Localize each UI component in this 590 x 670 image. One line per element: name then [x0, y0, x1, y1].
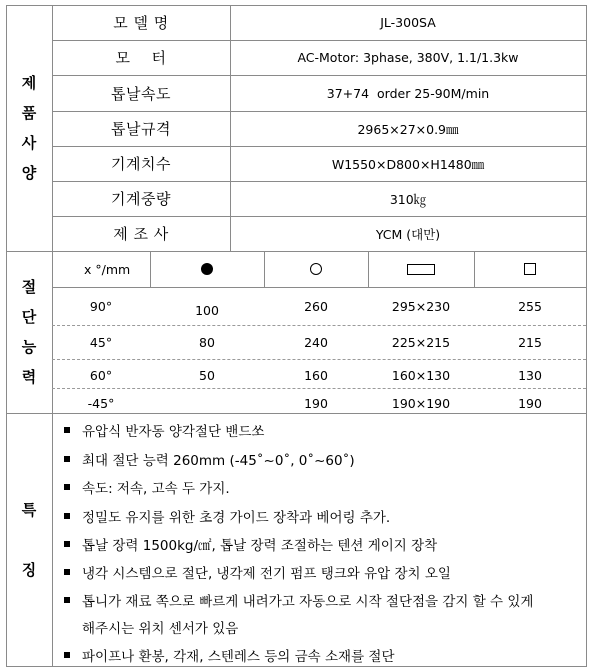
capacity-round-pipe: 190 [304, 395, 328, 411]
capacity-round-pipe: 160 [304, 367, 328, 383]
spec-label-model: 모 델 명 [113, 14, 169, 32]
spec-label-char: 양 [21, 164, 37, 182]
bullet-icon [64, 569, 70, 575]
rectangle-bar-icon [368, 251, 474, 287]
bullet-icon [64, 456, 70, 462]
capacity-square: 190 [518, 395, 542, 411]
round-solid-icon [150, 251, 264, 287]
capacity-round-pipe: 260 [304, 298, 328, 314]
spec-label-blade-speed: 톱날속도 [111, 84, 171, 103]
capacity-label-char: 절 [21, 278, 37, 296]
capacity-header-angle: x °/mm [84, 261, 131, 277]
features-label-char: 징 [21, 560, 37, 579]
capacity-angle: 60° [89, 367, 113, 383]
capacity-rectangle: 160×130 [391, 367, 451, 383]
feature-item [64, 534, 580, 554]
feature-text: 최대 절단 능력 260mm (-45˚~0˚, 0˚~60˚) [82, 453, 355, 469]
features-section-label [6, 413, 52, 666]
bullet-icon [64, 484, 70, 490]
capacity-round-solid: 100 [195, 302, 219, 318]
feature-text: 정밀도 유지를 위한 초경 가이드 장착과 베어링 추가. [82, 510, 391, 526]
round-pipe-icon [264, 251, 368, 287]
square-bar-icon [474, 251, 586, 287]
feature-text: 냉각 시스템으로 절단, 냉각제 전기 펌프 탱크와 유압 장치 오일 [82, 566, 451, 582]
spec-label-char: 제 [21, 74, 37, 92]
feature-text: 유압식 반자동 양각절단 밴드쏘 [82, 424, 265, 440]
feature-item [64, 449, 580, 469]
feature-item [64, 562, 580, 582]
spec-value-manufacturer: YCM (대만) [375, 226, 441, 242]
spec-value-dimensions: W1550×D800×H1480㎜ [331, 156, 485, 172]
bullet-icon [64, 513, 70, 519]
bullet-icon [64, 652, 70, 658]
capacity-rectangle: 295×230 [391, 298, 451, 314]
feature-text: 톱날 장력 1500kg/㎠, 톱날 장력 조절하는 텐션 게이지 장착 [82, 538, 438, 554]
capacity-rectangle: 225×215 [391, 334, 451, 350]
feature-item [64, 477, 580, 497]
spec-section-label [6, 5, 52, 251]
capacity-round-solid: 50 [199, 367, 215, 383]
feature-item [64, 645, 580, 665]
spec-value-weight: 310㎏ [389, 191, 427, 207]
capacity-section-label [6, 251, 52, 413]
feature-text: 톱니가 재료 쪽으로 빠르게 내려가고 자동으로 시작 절단점을 감지 할 수 있게 [82, 594, 534, 610]
feature-item [64, 420, 580, 440]
capacity-label-char: 단 [21, 308, 37, 326]
spec-label-char: 사 [21, 134, 37, 152]
bullet-icon [64, 597, 70, 603]
spec-value-motor: AC-Motor: 3phase, 380V, 1.1/1.3kw [297, 50, 519, 65]
spec-label-char: 품 [21, 104, 37, 122]
capacity-angle: -45° [87, 395, 115, 411]
spec-value-model: JL-300SA [380, 15, 436, 30]
capacity-angle: 45° [89, 334, 113, 350]
capacity-rectangle: 190×190 [391, 395, 451, 411]
capacity-square: 130 [518, 367, 542, 383]
spec-label-weight: 기계중량 [111, 190, 171, 208]
feature-text: 속도: 저속, 고속 두 가지. [82, 481, 230, 497]
capacity-label-char: 능 [21, 338, 37, 356]
feature-item [64, 590, 580, 610]
feature-text: 파이프나 환봉, 각재, 스텐레스 등의 금속 소재를 절단 [82, 649, 395, 665]
capacity-round-pipe: 240 [304, 334, 328, 350]
spec-label-motor: 모 터 [115, 49, 167, 67]
features-label-char: 특 [21, 500, 37, 519]
capacity-round-solid: 80 [199, 334, 215, 350]
feature-item [64, 506, 580, 526]
feature-text-continuation: 해주시는 위치 센서가 있음 [82, 621, 239, 637]
capacity-angle: 90° [89, 298, 113, 314]
spec-label-dimensions: 기계치수 [111, 155, 171, 173]
capacity-round-solid [150, 390, 264, 416]
spec-value-blade-size: 2965×27×0.9㎜ [357, 121, 459, 137]
spec-label-manufacturer: 제 조 사 [113, 225, 169, 243]
capacity-square: 255 [518, 298, 542, 314]
spec-value-blade-speed: 37+74 order 25-90M/min [326, 85, 490, 101]
bullet-icon [64, 541, 70, 547]
capacity-square: 215 [518, 334, 542, 350]
spec-label-blade-size: 톱날규격 [111, 120, 171, 138]
bullet-icon [64, 427, 70, 433]
capacity-label-char: 력 [21, 368, 37, 386]
